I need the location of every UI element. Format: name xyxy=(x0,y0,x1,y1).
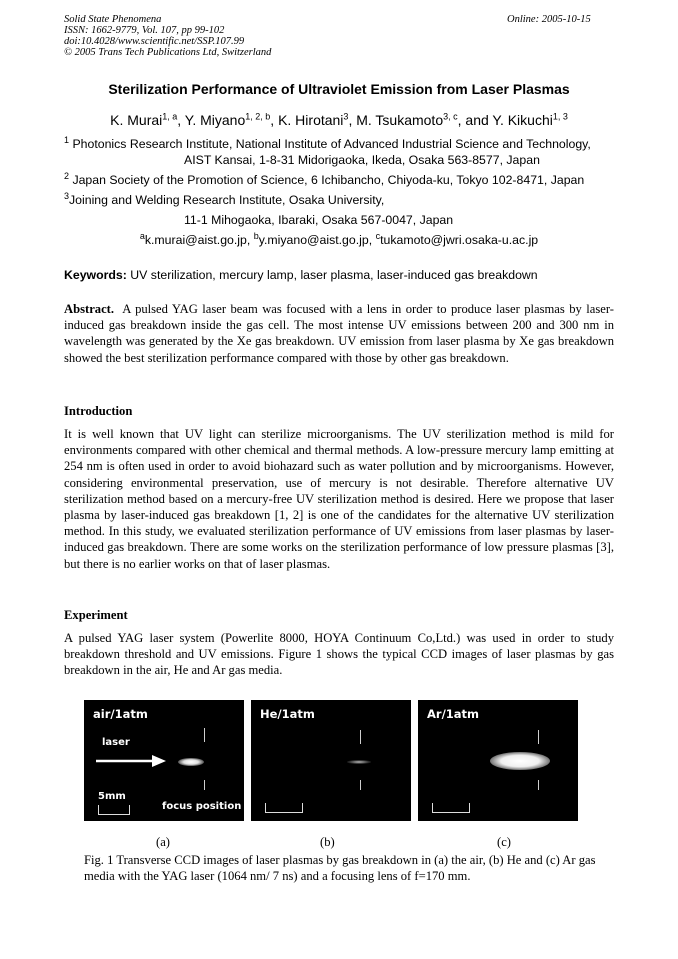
focus-marker-bottom xyxy=(360,780,361,790)
section-heading-introduction: Introduction xyxy=(64,404,133,418)
journal-name: Solid State Phenomena xyxy=(64,14,162,25)
affiliation-text: Photonics Research Institute, National Institute of Advanced Industrial Science and Technology, xyxy=(72,137,591,151)
panel-label: He/1atm xyxy=(260,707,315,721)
journal-issn: ISSN: 1662-9779, Vol. 107, pp 99-102 xyxy=(64,25,225,36)
section-heading-experiment: Experiment xyxy=(64,608,128,622)
focus-position-label: focus position xyxy=(162,801,242,812)
figure-panel-ar xyxy=(418,700,578,821)
plasma-glow xyxy=(490,752,550,770)
subfigure-label-a: (a) xyxy=(156,835,170,849)
plasma-glow xyxy=(178,758,204,766)
affiliation-3-address: 11-1 Mihogaoka, Ibaraki, Osaka 567-0047, Japan xyxy=(184,213,454,227)
introduction-text: It is well known that UV light can sterilize microorganisms. The UV sterilization method is mild for environments compared with other chemical and thermal methods. A low-pressure mercury lamp emitting at 254 nm is often used in order to avoid biohazard such as water pollution and by microorganisms. However, considering environmental preservation, use of mercury is not desirable. Therefore alternative UV sterilization method based on a mercury-free UV sterilization method is desired. Here we propose that laser plasma by laser-induced gas breakdown [1, 2] is one of the candidates for the alternative UV sterilization method. In this study, we evaluated sterilization performance of UV emissions from laser plasmas by laser-induced gas breakdown. There are some works on the sterilization performance of low pressure plasmas [3], but there is no earlier works on that of laser plasmas. xyxy=(64,427,614,571)
affiliation-num: 1 xyxy=(64,134,70,145)
keywords-label: Keywords: xyxy=(64,268,127,282)
author-sup: 1, a xyxy=(162,111,178,122)
journal-copyright: © 2005 Trans Tech Publications Ltd, Switzerland xyxy=(64,47,272,58)
scale-label: 5mm xyxy=(98,791,126,802)
email-b[interactable]: y.miyano@aist.go.jp, xyxy=(258,233,373,247)
focus-marker-bottom xyxy=(204,780,205,790)
abstract-text: A pulsed YAG laser beam was focused with a lens in order to produce laser plasmas by laser-induced gas breakdown inside the gas cell. The most intense UV emissions between 200 and 300 nm in wavelength was generated by the Xe gas breakdown. UV emission from laser plasma by Xe gas breakdown showed the best sterilization performance compared with those by other gas breakdown. xyxy=(64,302,614,365)
scale-bar xyxy=(432,803,470,813)
email-c[interactable]: tukamoto@jwri.osaka-u.ac.jp xyxy=(380,233,539,247)
email-sup: c xyxy=(375,230,381,241)
email-sup: b xyxy=(253,230,259,241)
email-list xyxy=(0,230,678,247)
journal-header xyxy=(64,14,271,58)
focus-marker-bottom xyxy=(538,780,539,790)
affiliation-1-address: AIST Kansai, 1-8-31 Midorigaoka, Ikeda, Osaka 563-8577, Japan xyxy=(184,153,540,167)
panel-label: Ar/1atm xyxy=(427,707,480,721)
experiment-text: A pulsed YAG laser system (Powerlite 8000, HOYA Continuum Co,Ltd.) was used in order to study breakdown threshold and UV emissions. Figure 1 shows the typical CCD images of laser plasmas by gas breakdown in the air, He and Ar gas media. xyxy=(64,631,614,678)
author-name: Y. Miyano xyxy=(184,112,246,128)
author-name: K. Hirotani xyxy=(278,112,344,128)
affiliation-3 xyxy=(64,190,385,208)
affiliation-num: 3 xyxy=(64,190,70,201)
laser-label: laser xyxy=(102,737,130,748)
plasma-glow xyxy=(347,760,371,764)
author-name: Y. Kikuchi xyxy=(492,112,553,128)
affiliation-text: Joining and Welding Research Institute, Osaka University, xyxy=(69,193,385,207)
email-a[interactable]: k.murai@aist.go.jp, xyxy=(144,233,251,247)
author-name: M. Tsukamoto xyxy=(356,112,444,128)
subfigure-label-c: (c) xyxy=(497,835,511,849)
scale-bar xyxy=(265,803,303,813)
author-sup: 1, 3 xyxy=(552,111,568,122)
paper-title: Sterilization Performance of Ultraviolet Emission from Laser Plasmas xyxy=(108,81,570,97)
email-sup: a xyxy=(139,230,145,241)
author-name: K. Murai xyxy=(110,112,163,128)
affiliation-num: 2 xyxy=(64,170,70,181)
keywords-text: UV sterilization, mercury lamp, laser plasma, laser-induced gas breakdown xyxy=(130,268,538,282)
abstract xyxy=(64,301,614,366)
author-sup: 1, 2, b xyxy=(245,111,271,122)
abstract-label: Abstract. xyxy=(64,302,115,316)
figure-panel-air xyxy=(84,700,244,821)
author-sup: 3 xyxy=(343,111,349,122)
affiliation-text: Japan Society of the Promotion of Science, 6 Ichibancho, Chiyoda-ku, Tokyo 102-8471, Japan xyxy=(72,173,585,187)
affiliation-1 xyxy=(64,134,591,152)
affiliation-2 xyxy=(64,170,585,188)
panel-label: air/1atm xyxy=(93,707,148,721)
author-sup: 3, c xyxy=(443,111,458,122)
subfigure-label-b: (b) xyxy=(320,835,335,849)
focus-marker-top xyxy=(360,730,361,744)
online-date: Online: 2005-10-15 xyxy=(507,14,591,25)
laser-arrow-icon xyxy=(94,754,168,768)
focus-marker-top xyxy=(538,730,539,744)
journal-doi: doi:10.4028/www.scientific.net/SSP.107.99 xyxy=(64,36,245,47)
keywords xyxy=(64,268,538,282)
figure-caption: Fig. 1 Transverse CCD images of laser plasmas by gas breakdown in (a) the air, (b) He and (c) Ar gas media with the YAG laser (1064 nm/ 7 ns) and a focusing lens of f=170 mm. xyxy=(84,853,596,883)
author-list: K. Murai$^{1, a}$, Y. Miyano$^{1, 2, b}$, K. Hirotani$^3$, M. Tsukamoto$^{3, c}$, and Y. Kikuchi$^{1, 3}$ xyxy=(110,111,568,128)
figure-panel-he xyxy=(251,700,411,821)
scale-bar xyxy=(98,805,130,815)
focus-marker-top xyxy=(204,728,205,742)
